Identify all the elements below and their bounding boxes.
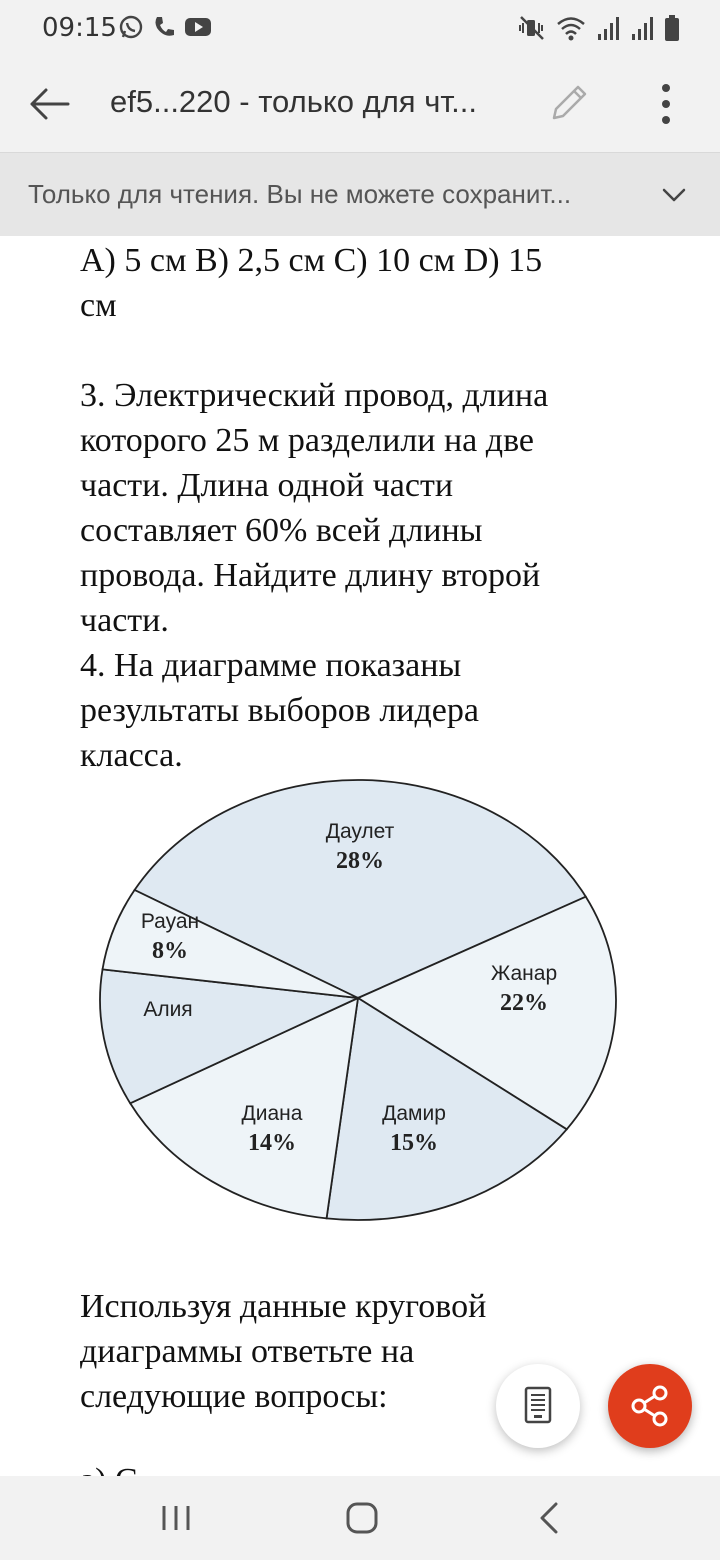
status-bar — [0, 0, 720, 56]
share-button[interactable] — [608, 1364, 692, 1448]
status-system-icons — [518, 14, 680, 42]
pie-value-6: 8% — [152, 938, 188, 964]
question-4-line: 4. На диаграмме показаны — [80, 647, 462, 684]
status-time: 09:15 — [42, 13, 117, 43]
reader-mode-button[interactable] — [496, 1364, 580, 1448]
instruction-line: следующие вопросы: — [80, 1378, 388, 1415]
arrow-left-icon[interactable] — [24, 78, 76, 130]
reader-mode-icon — [496, 1364, 580, 1448]
pie-label-2: Жанар — [490, 962, 558, 985]
share-icon — [608, 1364, 692, 1448]
app-header — [0, 56, 720, 152]
question-4-line: класса. — [80, 737, 183, 774]
instruction-line: диаграммы ответьте на — [80, 1333, 415, 1370]
answer-options-line: A) 5 см B) 2,5 см C) 10 см D) 15 — [80, 242, 543, 279]
question-3-line: части. Длина одной части — [80, 467, 454, 504]
recents-icon[interactable] — [152, 1494, 200, 1542]
wifi-icon — [556, 14, 586, 42]
question-3-line: 3. Электрический провод, длина — [80, 377, 549, 414]
more-vertical-icon[interactable] — [648, 80, 684, 128]
pie-label-1: Даулет — [325, 820, 395, 843]
pie-value-3: 15% — [390, 1130, 438, 1156]
signal-icon — [596, 14, 620, 42]
whatsapp-icon — [118, 14, 144, 40]
system-nav-bar — [0, 1476, 720, 1560]
pie-label-5: Алия — [143, 998, 193, 1021]
question-3-line: которого 25 м разделили на две — [80, 422, 535, 459]
back-nav-icon[interactable] — [526, 1494, 574, 1542]
phone-icon — [152, 14, 176, 40]
answer-options-line-cont: см — [80, 287, 117, 324]
readonly-banner[interactable] — [0, 152, 720, 237]
question-3-line: составляет 60% всей длины — [80, 512, 483, 549]
question-3-line: части. — [80, 602, 169, 639]
youtube-icon — [184, 14, 212, 40]
instruction-line: Используя данные круговой — [80, 1288, 487, 1325]
status-notification-icons — [118, 14, 212, 40]
chevron-down-icon[interactable] — [656, 177, 692, 213]
home-icon[interactable] — [338, 1494, 386, 1542]
battery-icon — [664, 14, 680, 42]
pie-value-1: 28% — [336, 848, 384, 874]
question-4-line: результаты выборов лидера — [80, 692, 479, 729]
signal-icon-2 — [630, 14, 654, 42]
pie-chart — [94, 776, 626, 1228]
readonly-banner-text: Только для чтения. Вы не можете сохранит... — [28, 179, 572, 209]
pie-value-2: 22% — [500, 990, 548, 1016]
question-3-line: провода. Найдите длину второй — [80, 557, 541, 594]
document-page[interactable] — [0, 236, 720, 1476]
pie-label-3: Дамир — [382, 1102, 446, 1125]
pie-label-6: Рауан — [140, 910, 200, 933]
pie-label-4: Диана — [241, 1102, 303, 1125]
mute-vibrate-icon — [518, 14, 546, 42]
pencil-icon[interactable] — [546, 80, 592, 126]
pie-value-4: 14% — [248, 1130, 296, 1156]
document-title: ef5...220 - только для чт... — [110, 84, 477, 119]
